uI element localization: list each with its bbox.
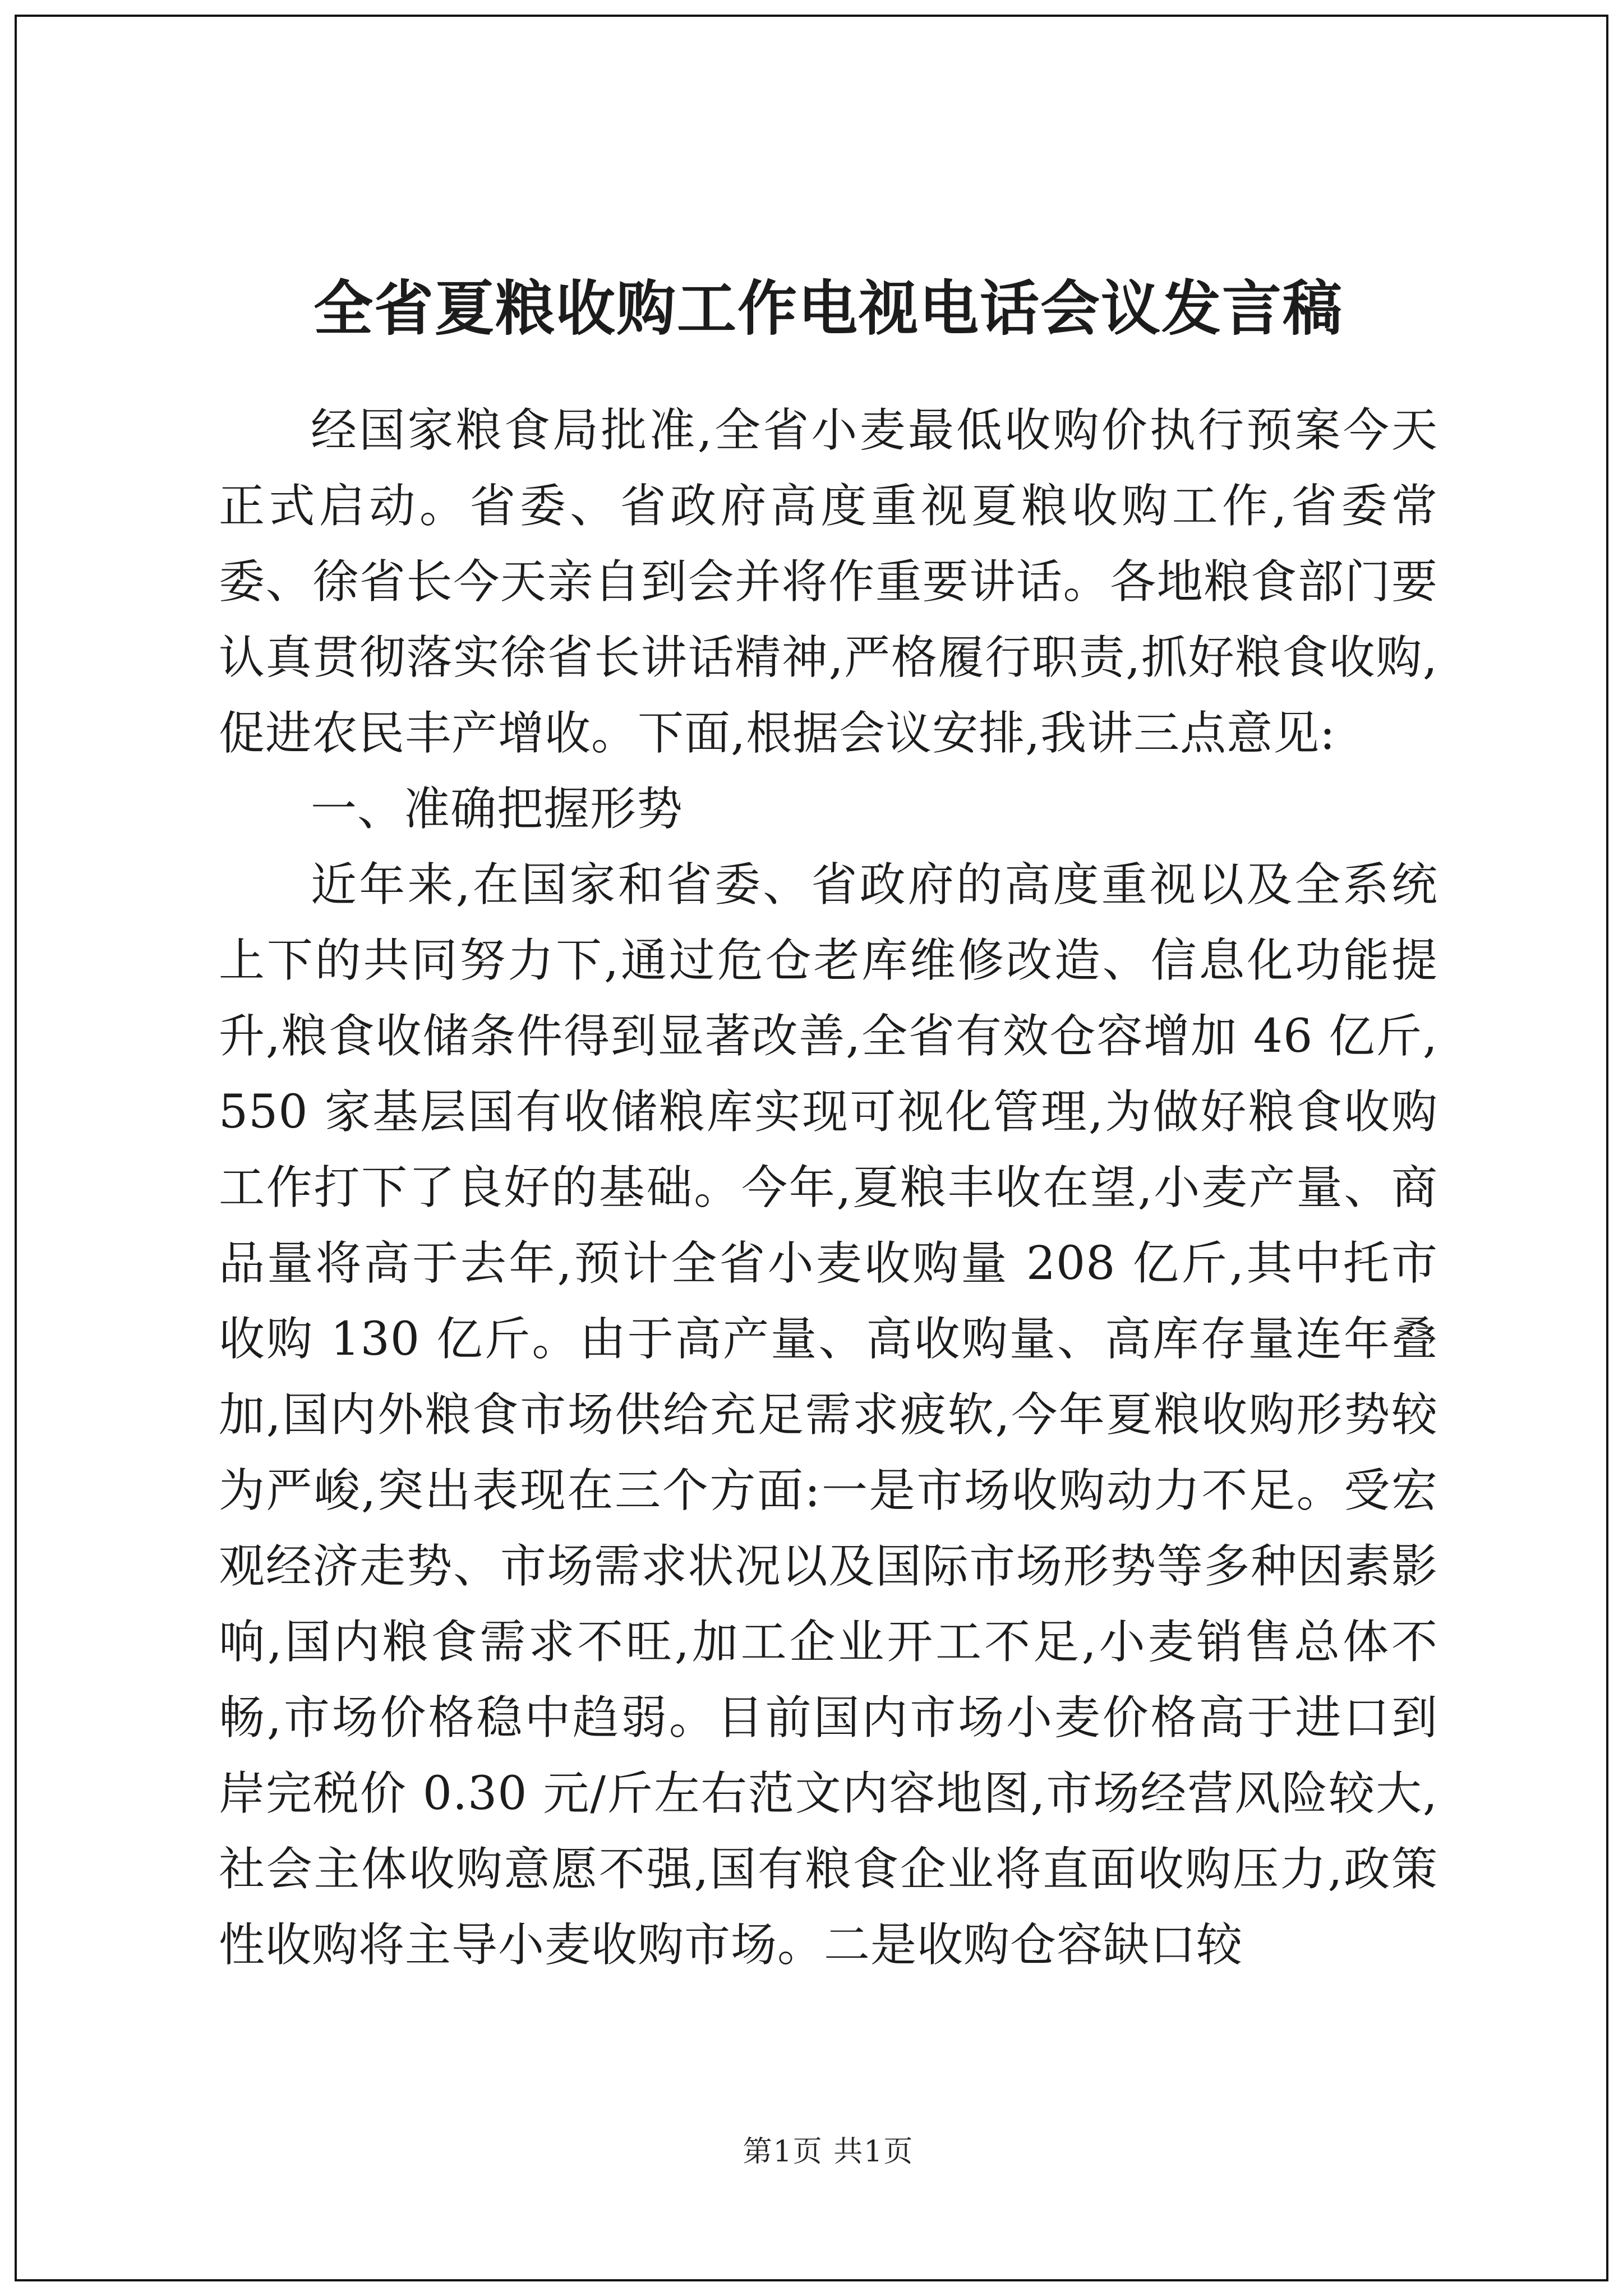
document-content (219, 264, 1438, 1983)
section-heading: 一、准确把握形势 (311, 783, 684, 836)
document-title: 全省夏粮收购工作电视电话会议发言稿 (313, 273, 1343, 343)
page-number-text: 第1页 共1页 (743, 2135, 914, 2169)
paragraph-intro: 经国家粮食局批准,全省小麦最低收购价执行预案今天正式启动。省委、省政府高度重视夏粮收购工作,省委常委、徐省长今天亲自到会并将作重要讲话。各地粮食部门要认真贯彻落实徐省长讲话精神,严格履行职责,抓好粮食收购,促进农民丰产增收。下面,根据会议安排,我讲三点意见: (219, 404, 1438, 760)
paragraph-body: 近年来,在国家和省委、省政府的高度重视以及全系统上下的共同努力下,通过危仓老库维修改造、信息化功能提升,粮食收储条件得到显著改善,全省有效仓容增加 46 亿斤,550 家基层国有收储粮库实现可视化管理,为做好粮食收购工作打下了良好的基础。今年,夏粮丰收在望,小麦产量、商品量将高于去年,预计全省小麦收购量 208 亿斤,其中托市收购 130 亿斤。由于高产量、高收购量、高库存量连年叠加,国内外粮食市场供给充足需求疲软,今年夏粮收购形势较为严峻,突出表现在三个方面:一是市场收购动力不足。受宏观经济走势、市场需求状况以及国际市场形势等多种因素影响,国内粮食需求不旺,加工企业开工不足,小麦销售总体不畅,市场价格稳中趋弱。目前国内市场小麦价格高于进口到岸完税价 0.30 元/斤左右范文内容地图,市场经营风险较大,社会主体收购意愿不强,国有粮食企业将直面收购压力,政策性收购将主导小麦收购市场。二是收购仓容缺口较 (219, 858, 1438, 1972)
page-footer (219, 2128, 1438, 2170)
